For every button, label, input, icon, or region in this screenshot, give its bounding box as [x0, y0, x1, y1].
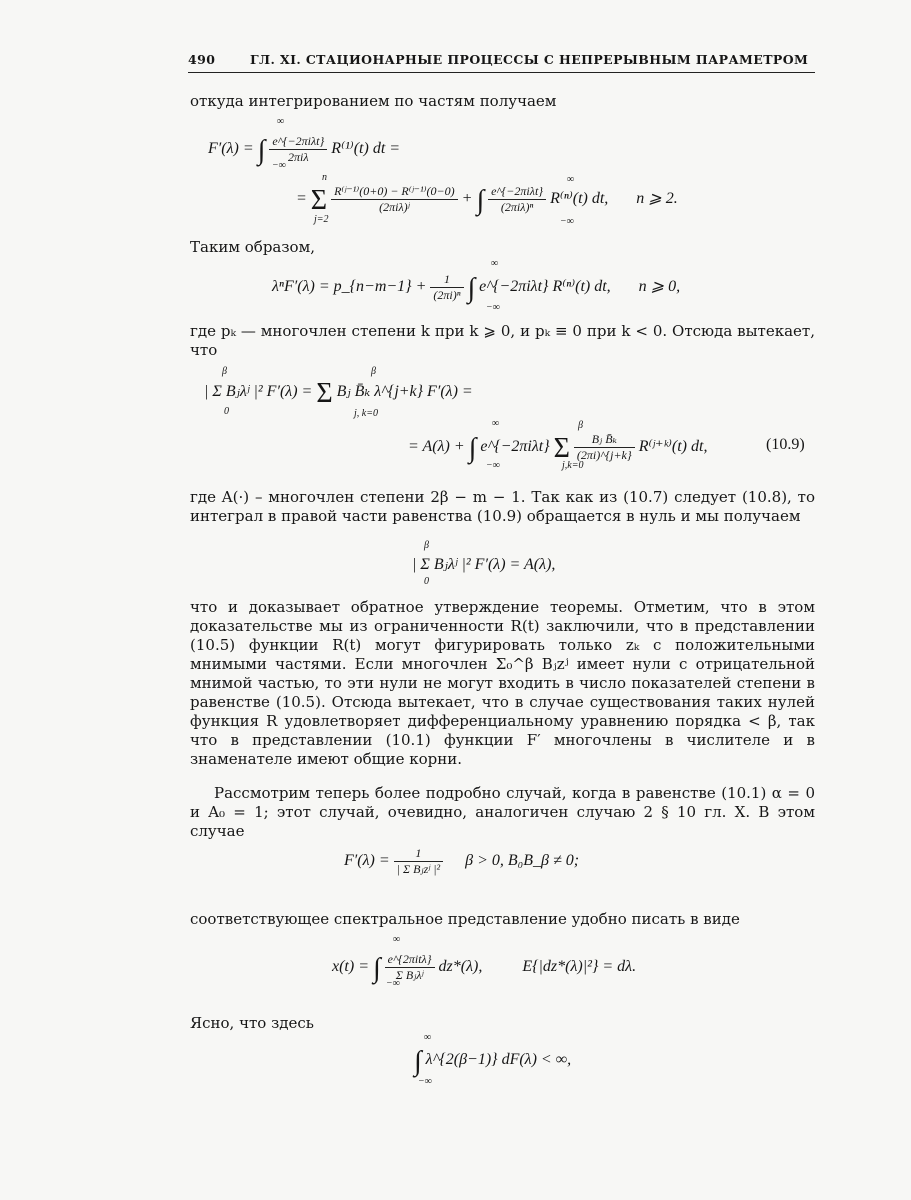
paragraph-where-pk: где pₖ — многочлен степени k при k ⩾ 0, и pₖ ≡ 0 при k < 0. Отсюда вытекает, что: [190, 322, 815, 359]
equation-7: F′(λ) = 1 | Σ Bⱼzʲ |² β > 0, B₀B_β ≠ 0;: [344, 846, 580, 876]
equation-1: F′(λ) = ∫ e^{−2πiλt} 2πiλ R⁽¹⁾(t) dt =: [208, 134, 401, 167]
paragraph-thus: Таким образом,: [190, 238, 316, 256]
equation-4: | Σ Bⱼλʲ |² F′(λ) = Σ Bⱼ B̄ₖ λ^{j+k} F′(λ) =: [204, 378, 473, 409]
equation-2: = Σ R⁽ʲ⁻¹⁾(0+0) − R⁽ʲ⁻¹⁾(0−0) (2πiλ)ʲ + ∫ e^{−2πiλt} (2πiλ)ⁿ R⁽ⁿ⁾(t) dt, n ⩾ 2.: [296, 184, 678, 217]
equation-number: (10.9): [766, 436, 805, 453]
equation-8: x(t) = ∫ e^{2πitλ} Σ Bⱼλʲ dz*(λ), E{|dz*(λ)|²} = dλ.: [332, 952, 637, 985]
page-number: 490: [188, 52, 216, 67]
paragraph-spectral: соответствующее спектральное представление удобно писать в виде: [190, 910, 740, 928]
limit-upper: ∞: [277, 116, 285, 127]
running-title: ГЛ. XI. СТАЦИОНАРНЫЕ ПРОЦЕССЫ С НЕПРЕРЫВНЫМ ПАРАМЕТРОМ: [250, 52, 809, 67]
equation-3: λⁿF′(λ) = p_{n−m−1} + $\frac{1}{\text{(2πi)ⁿ}}$ ∫ e^{−2πiλt} R⁽ⁿ⁾(t) dt, n ⩾ 0,: [272, 272, 681, 305]
equation-10-9: = A(λ) + ∫ e^{−2πiλt} Σ $\frac{\text{Bⱼ B̄ₖ}}{(2\pi i)\^{}\{j+k\}}$ R⁽ʲ⁺ᵏ⁾(t) dt,: [408, 432, 708, 465]
paragraph-proof: что и доказывает обратное утверждение теоремы. Отметим, что в этом доказательстве мы из ограниченности R(t) заключили, что в представлении (10.5) функции R(t) могут фигурировать только zₖ с положительными мнимыми частями. Если многочлен Σ₀^β Bⱼzʲ имеет нули с отрицательной мнимой частью, то эти нули не могут входить в число показателей степени в равенстве (10.5). Отсюда вытекает, что в случае существования таких нулей функция R удовлетворяет дифференциальному уравнению порядка < β, так что в представлении (10.1) функции F′ многочлены в числителе и в знаменателе имеют общие корни.: [190, 598, 815, 768]
equation-6: | Σ Bⱼλʲ |² F′(λ) = A(λ),: [412, 556, 556, 573]
paragraph-consider: Рассмотрим теперь более подробно случай, когда в равенстве (10.1) α = 0 и A₀ = 1; этот случай, очевидно, аналогичен случаю 2 § 10 гл. X. В этом случае: [190, 784, 815, 840]
header-rule: [188, 72, 815, 73]
paragraph-where-A: где A(·) – многочлен степени 2β − m − 1. Так как из (10.7) следует (10.8), то интеграл в правой части равенства (10.9) обращается в нуль и мы получаем: [190, 488, 815, 525]
paragraph-intro: откуда интегрированием по частям получаем: [190, 92, 557, 110]
paragraph-clear: Ясно, что здесь: [190, 1014, 314, 1032]
equation-9: ∫ λ^{2(β−1)} dF(λ) < ∞,: [414, 1046, 572, 1077]
limit-lower: −∞: [272, 160, 286, 171]
